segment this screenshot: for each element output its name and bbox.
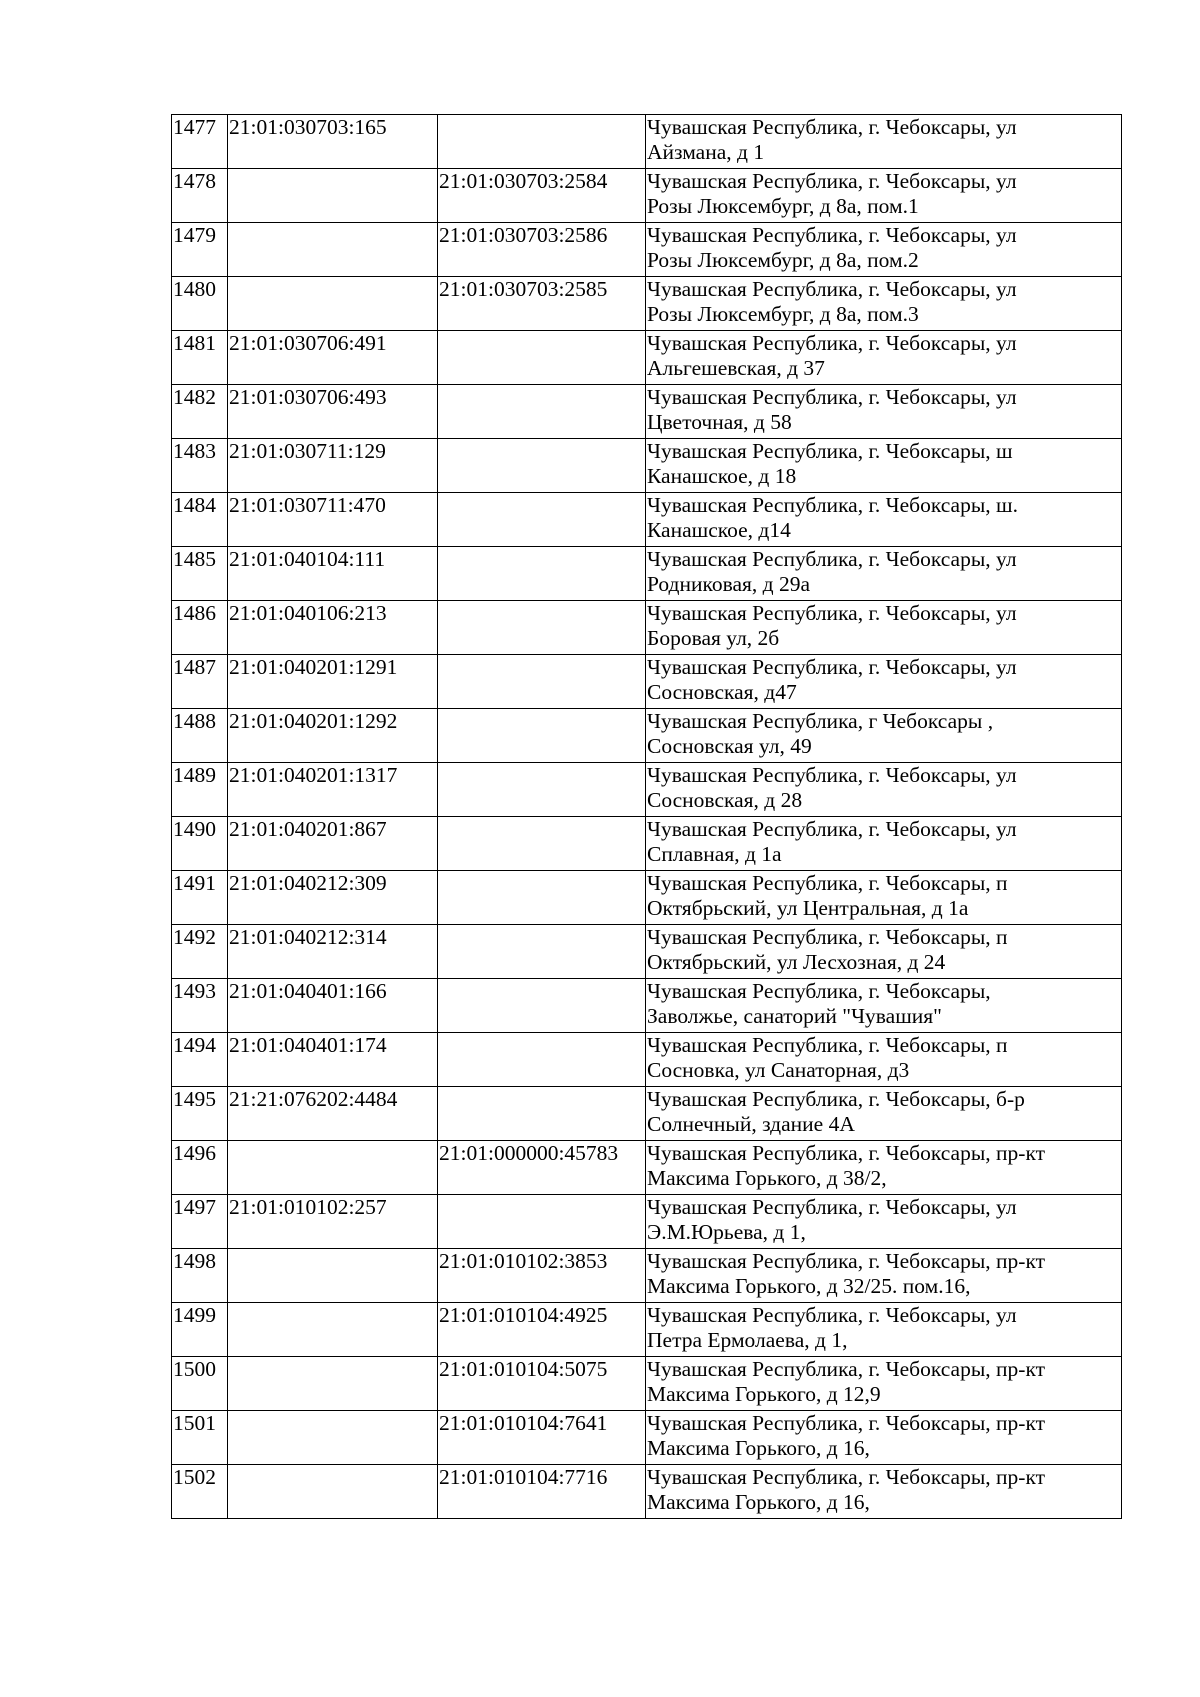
- address-cell: [646, 331, 1122, 385]
- address-line: Октябрьский, ул Центральная, д 1а: [647, 896, 969, 920]
- row-number-cell: 1495: [172, 1087, 228, 1141]
- address-line: Чувашская Республика, г. Чебоксары, п: [647, 925, 1008, 949]
- table-row: [172, 655, 1122, 709]
- room-cadastral-number-cell: [438, 439, 646, 493]
- table-row: [172, 979, 1122, 1033]
- row-number-cell: 1482: [172, 385, 228, 439]
- row-number-cell: 1490: [172, 817, 228, 871]
- address-line: Чувашская Республика, г. Чебоксары, ул: [647, 655, 1017, 679]
- table-row: [172, 223, 1122, 277]
- address-cell: [646, 1465, 1122, 1519]
- room-cadastral-number-cell: 21:01:010104:7641: [438, 1411, 646, 1465]
- address-line: Максима Горького, д 16,: [647, 1490, 870, 1514]
- row-number-cell: 1496: [172, 1141, 228, 1195]
- room-cadastral-number-cell: [438, 817, 646, 871]
- address-cell: [646, 763, 1122, 817]
- address-cell: [646, 1141, 1122, 1195]
- address-line: Сосновская, д47: [647, 680, 797, 704]
- row-number-cell: 1494: [172, 1033, 228, 1087]
- room-cadastral-number-cell: [438, 709, 646, 763]
- address-line: Сосновская, д 28: [647, 788, 803, 812]
- row-number-cell: 1500: [172, 1357, 228, 1411]
- row-number-cell: 1480: [172, 277, 228, 331]
- table-row: [172, 385, 1122, 439]
- address-line: Чувашская Республика, г. Чебоксары, ул: [647, 1303, 1017, 1327]
- address-line: Чувашская Республика, г. Чебоксары, пр-кт: [647, 1141, 1046, 1165]
- address-line: Чувашская Республика, г. Чебоксары, ул: [647, 385, 1017, 409]
- cadastral-number-cell: [228, 1303, 438, 1357]
- address-cell: [646, 277, 1122, 331]
- row-number-cell: 1484: [172, 493, 228, 547]
- cadastral-number-cell: 21:01:030711:129: [228, 439, 438, 493]
- room-cadastral-number-cell: [438, 331, 646, 385]
- address-line: Петра Ермолаева, д 1,: [647, 1328, 848, 1352]
- address-line: Чувашская Республика, г. Чебоксары, ул: [647, 547, 1017, 571]
- table-row: [172, 169, 1122, 223]
- table-row: [172, 277, 1122, 331]
- room-cadastral-number-cell: [438, 385, 646, 439]
- address-line: Чувашская Республика, г. Чебоксары,: [647, 979, 991, 1003]
- cadastral-number-cell: [228, 1249, 438, 1303]
- address-line: Сплавная, д 1а: [647, 842, 782, 866]
- address-line: Родниковая, д 29а: [647, 572, 811, 596]
- address-cell: [646, 439, 1122, 493]
- address-cell: [646, 115, 1122, 169]
- cadastral-number-cell: 21:01:040201:1317: [228, 763, 438, 817]
- address-line: Альгешевская, д 37: [647, 356, 825, 380]
- table-row: [172, 925, 1122, 979]
- room-cadastral-number-cell: 21:01:010104:5075: [438, 1357, 646, 1411]
- address-line: Чувашская Республика, г. Чебоксары, б-р: [647, 1087, 1025, 1111]
- room-cadastral-number-cell: [438, 763, 646, 817]
- table-row: [172, 439, 1122, 493]
- row-number-cell: 1489: [172, 763, 228, 817]
- address-cell: [646, 979, 1122, 1033]
- address-line: Боровая ул, 2б: [647, 626, 780, 650]
- address-cell: [646, 601, 1122, 655]
- address-line: Заволжье, санаторий "Чувашия": [647, 1004, 942, 1028]
- address-line: Чувашская Республика, г. Чебоксары, ул: [647, 115, 1017, 139]
- address-line: Чувашская Республика, г. Чебоксары, пр-кт: [647, 1357, 1046, 1381]
- row-number-cell: 1488: [172, 709, 228, 763]
- room-cadastral-number-cell: 21:01:000000:45783: [438, 1141, 646, 1195]
- address-line: Максима Горького, д 38/2,: [647, 1166, 887, 1190]
- room-cadastral-number-cell: [438, 1087, 646, 1141]
- room-cadastral-number-cell: [438, 1195, 646, 1249]
- cadastral-number-cell: 21:01:040106:213: [228, 601, 438, 655]
- room-cadastral-number-cell: 21:01:010104:4925: [438, 1303, 646, 1357]
- address-cell: [646, 223, 1122, 277]
- address-cell: [646, 1087, 1122, 1141]
- row-number-cell: 1502: [172, 1465, 228, 1519]
- table-row: [172, 1357, 1122, 1411]
- row-number-cell: 1479: [172, 223, 228, 277]
- table-row: [172, 1303, 1122, 1357]
- address-line: Чувашская Республика, г. Чебоксары, п: [647, 871, 1008, 895]
- cadastral-number-cell: [228, 1141, 438, 1195]
- address-cell: [646, 385, 1122, 439]
- address-cell: [646, 871, 1122, 925]
- row-number-cell: 1491: [172, 871, 228, 925]
- table-row: [172, 331, 1122, 385]
- table-row: [172, 1249, 1122, 1303]
- row-number-cell: 1481: [172, 331, 228, 385]
- address-cell: [646, 655, 1122, 709]
- address-line: Чувашская Республика, г. Чебоксары, ул: [647, 223, 1017, 247]
- row-number-cell: 1497: [172, 1195, 228, 1249]
- table-row: [172, 1087, 1122, 1141]
- room-cadastral-number-cell: [438, 925, 646, 979]
- address-line: Максима Горького, д 16,: [647, 1436, 870, 1460]
- address-line: Цветочная, д 58: [647, 410, 792, 434]
- address-line: Розы Люксембург, д 8а, пом.2: [647, 248, 919, 272]
- room-cadastral-number-cell: [438, 871, 646, 925]
- address-cell: [646, 1411, 1122, 1465]
- address-line: Чувашская Республика, г. Чебоксары, пр-кт: [647, 1465, 1046, 1489]
- room-cadastral-number-cell: [438, 1033, 646, 1087]
- registry-table-body: [172, 115, 1122, 1519]
- address-cell: [646, 817, 1122, 871]
- row-number-cell: 1487: [172, 655, 228, 709]
- cadastral-number-cell: 21:01:030706:493: [228, 385, 438, 439]
- cadastral-number-cell: 21:01:030711:470: [228, 493, 438, 547]
- address-cell: [646, 1033, 1122, 1087]
- address-line: Чувашская Республика, г Чебоксары ,: [647, 709, 994, 733]
- address-line: Чувашская Республика, г. Чебоксары, ш: [647, 439, 1013, 463]
- address-line: Э.М.Юрьева, д 1,: [647, 1220, 806, 1244]
- table-row: [172, 709, 1122, 763]
- table-row: [172, 817, 1122, 871]
- table-row: [172, 547, 1122, 601]
- cadastral-number-cell: [228, 1357, 438, 1411]
- address-line: Максима Горького, д 12,9: [647, 1382, 881, 1406]
- cadastral-number-cell: 21:01:040401:166: [228, 979, 438, 1033]
- row-number-cell: 1493: [172, 979, 228, 1033]
- address-line: Чувашская Республика, г. Чебоксары, ул: [647, 277, 1017, 301]
- address-cell: [646, 1195, 1122, 1249]
- room-cadastral-number-cell: [438, 655, 646, 709]
- row-number-cell: 1483: [172, 439, 228, 493]
- table-row: [172, 871, 1122, 925]
- table-row: [172, 1033, 1122, 1087]
- row-number-cell: 1492: [172, 925, 228, 979]
- room-cadastral-number-cell: [438, 493, 646, 547]
- registry-table: [171, 114, 1122, 1519]
- address-line: Чувашская Республика, г. Чебоксары, пр-кт: [647, 1411, 1046, 1435]
- address-line: Максима Горького, д 32/25. пом.16,: [647, 1274, 971, 1298]
- address-cell: [646, 925, 1122, 979]
- room-cadastral-number-cell: 21:01:010104:7716: [438, 1465, 646, 1519]
- address-cell: [646, 493, 1122, 547]
- address-line: Розы Люксембург, д 8а, пом.3: [647, 302, 919, 326]
- table-row: [172, 1195, 1122, 1249]
- table-row: [172, 763, 1122, 817]
- cadastral-number-cell: [228, 223, 438, 277]
- address-cell: [646, 1249, 1122, 1303]
- cadastral-number-cell: 21:01:040201:867: [228, 817, 438, 871]
- room-cadastral-number-cell: [438, 547, 646, 601]
- address-cell: [646, 709, 1122, 763]
- table-row: [172, 1465, 1122, 1519]
- address-cell: [646, 1357, 1122, 1411]
- cadastral-number-cell: 21:01:040201:1291: [228, 655, 438, 709]
- address-line: Айзмана, д 1: [647, 140, 765, 164]
- table-row: [172, 1411, 1122, 1465]
- cadastral-number-cell: 21:01:040212:309: [228, 871, 438, 925]
- room-cadastral-number-cell: [438, 601, 646, 655]
- address-line: Чувашская Республика, г. Чебоксары, пр-кт: [647, 1249, 1046, 1273]
- row-number-cell: 1485: [172, 547, 228, 601]
- cadastral-number-cell: 21:01:030703:165: [228, 115, 438, 169]
- row-number-cell: 1486: [172, 601, 228, 655]
- cadastral-number-cell: 21:21:076202:4484: [228, 1087, 438, 1141]
- cadastral-number-cell: [228, 1465, 438, 1519]
- address-line: Канашское, д 18: [647, 464, 797, 488]
- room-cadastral-number-cell: 21:01:030703:2584: [438, 169, 646, 223]
- table-row: [172, 115, 1122, 169]
- table-row: [172, 1141, 1122, 1195]
- address-line: Чувашская Республика, г. Чебоксары, ул: [647, 601, 1017, 625]
- address-line: Чувашская Республика, г. Чебоксары, п: [647, 1033, 1008, 1057]
- address-line: Чувашская Республика, г. Чебоксары, ул: [647, 1195, 1017, 1219]
- address-cell: [646, 169, 1122, 223]
- address-cell: [646, 547, 1122, 601]
- address-line: Чувашская Республика, г. Чебоксары, ул: [647, 817, 1017, 841]
- address-line: Чувашская Республика, г. Чебоксары, ул: [647, 331, 1017, 355]
- address-line: Чувашская Республика, г. Чебоксары, ул: [647, 763, 1017, 787]
- row-number-cell: 1501: [172, 1411, 228, 1465]
- row-number-cell: 1478: [172, 169, 228, 223]
- cadastral-number-cell: 21:01:040401:174: [228, 1033, 438, 1087]
- cadastral-number-cell: 21:01:040201:1292: [228, 709, 438, 763]
- cadastral-number-cell: [228, 1411, 438, 1465]
- cadastral-number-cell: 21:01:030706:491: [228, 331, 438, 385]
- address-line: Канашское, д14: [647, 518, 791, 542]
- table-row: [172, 493, 1122, 547]
- row-number-cell: 1499: [172, 1303, 228, 1357]
- address-line: Чувашская Республика, г. Чебоксары, ул: [647, 169, 1017, 193]
- address-line: Солнечный, здание 4А: [647, 1112, 855, 1136]
- cadastral-number-cell: 21:01:040212:314: [228, 925, 438, 979]
- cadastral-number-cell: [228, 169, 438, 223]
- cadastral-number-cell: 21:01:010102:257: [228, 1195, 438, 1249]
- cadastral-number-cell: [228, 277, 438, 331]
- room-cadastral-number-cell: 21:01:030703:2585: [438, 277, 646, 331]
- room-cadastral-number-cell: 21:01:010102:3853: [438, 1249, 646, 1303]
- address-cell: [646, 1303, 1122, 1357]
- address-line: Сосновка, ул Санаторная, д3: [647, 1058, 910, 1082]
- room-cadastral-number-cell: [438, 979, 646, 1033]
- cadastral-number-cell: 21:01:040104:111: [228, 547, 438, 601]
- address-line: Розы Люксембург, д 8а, пом.1: [647, 194, 919, 218]
- row-number-cell: 1498: [172, 1249, 228, 1303]
- address-line: Чувашская Республика, г. Чебоксары, ш.: [647, 493, 1018, 517]
- room-cadastral-number-cell: [438, 115, 646, 169]
- table-row: [172, 601, 1122, 655]
- address-line: Сосновская ул, 49: [647, 734, 812, 758]
- address-line: Октябрьский, ул Лесхозная, д 24: [647, 950, 946, 974]
- room-cadastral-number-cell: 21:01:030703:2586: [438, 223, 646, 277]
- row-number-cell: 1477: [172, 115, 228, 169]
